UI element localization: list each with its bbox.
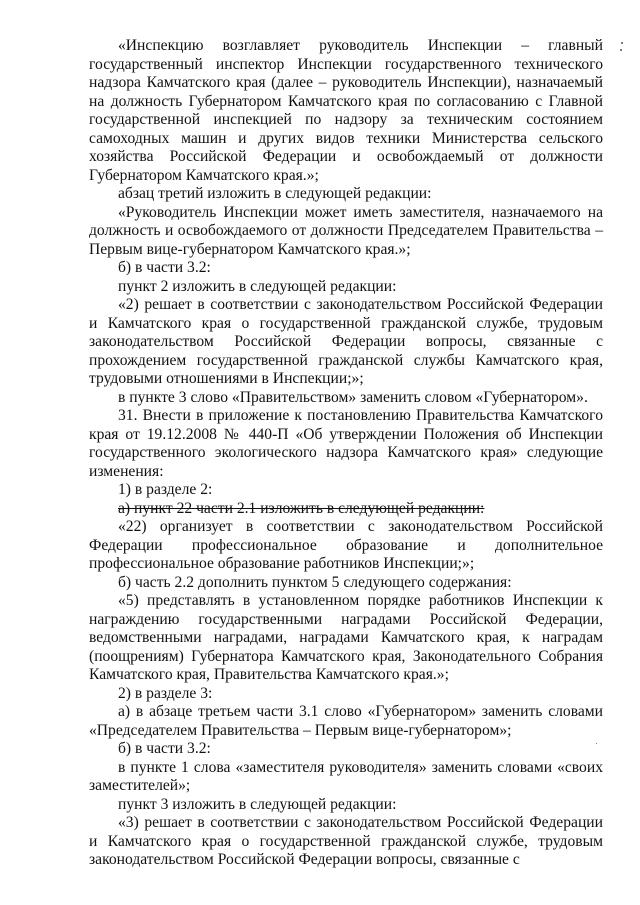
paragraph-part-2-2: б) часть 2.2 дополнить пунктом 5 следующего содержания: (118, 573, 512, 591)
paragraph-instruction: пункт 2 изложить в следующей редакции: (118, 277, 397, 295)
paragraph-item-3-replace: в пункте 3 слово «Правительством» заменить словом «Губернатором». (118, 388, 588, 406)
scan-speck (620, 49, 622, 51)
scan-speck (621, 42, 623, 44)
paragraph-instruction: абзац третий изложить в следующей редакции: (118, 185, 432, 202)
paragraph-deputy: «Руководитель Инспекции может иметь заместителя, назначаемого на должность и освобождаемого от должности Председателем Правительства – Первым вице-губернатором Камчатского края.»; (89, 203, 603, 258)
paragraph-head-of-inspection: «Инспекцию возглавляет руководитель Инспекции – главный государственный инспектор Инспекции государственного технического надзора Камчатского края (далее – руководитель Инспекции), назначаемый на должность Губернатором Камчатского края по согласованию с Главной государственной инспекцией по надзору за техническим состоянием самоходных машин и других видов техники Министерства сельского хозяйства Российской Федерации и освобождаемый от должности Губернатором Камчатского края.»; (89, 37, 603, 184)
paragraph-item-3: «3) решает в соответствии с законодательством Российской Федерации и Камчатского края о государственной гражданской службе, трудовым законодательством Российской Федерации вопросы, связанные с (89, 814, 603, 868)
paragraph-section-2: 1) в разделе 2: (118, 481, 213, 498)
document-body (89, 37, 603, 870)
paragraph-part-3-2: б) в части 3.2: (118, 740, 211, 757)
paragraph-item-1-replace: в пункте 1 слова «заместителя руководителя» заменить словами «своих заместителей»; (89, 758, 603, 794)
scan-speck (596, 743, 597, 744)
paragraph-item-5: «5) представлять в установленном порядке работников Инспекции к награждению государственными наградами Российской Федерации, ведомственными наградами, наградами Камчатского края, к наградам (поощрениям) Губернатора Камчатского края, Законодательного Собрания Камчатского края, Правительства Камчатского края.»; (89, 592, 603, 683)
paragraph-instruction: пункт 3 изложить в следующей редакции: (118, 795, 397, 813)
paragraph-item-2: «2) решает в соответствии с законодательством Российской Федерации и Камчатского края о государственной гражданской службе, трудовым законодательством Российской Федерации вопросы, связанные с прохождением государственной гражданской службы Камчатского края, трудовыми отношениями в Инспекции;»; (89, 296, 603, 387)
paragraph-section-31: 31. Внести в приложение к постановлению Правительства Камчатского края от 19.12.2008 № 440-П «Об утверждении Положения об Инспекции государственного экологического надзора Камчатского края» следующие изменения: (89, 407, 603, 480)
paragraph-part-3-1: а) в абзаце третьем части 3.1 слово «Губернатором» заменить словами «Председателем Правительства – Первым вице-губернатором»; (89, 703, 603, 739)
paragraph-section-3: 2) в разделе 3: (118, 684, 213, 702)
paragraph-part-3-2: б) в части 3.2: (118, 259, 211, 276)
paragraph-item-22-struck: а) пункт 22 части 2.1 изложить в следующей редакции: (118, 499, 485, 517)
paragraph-item-22: «22) организует в соответствии с законодательством Российской Федерации профессиональное образование и дополнительное профессиональное образование работников Инспекции;»; (89, 518, 603, 572)
